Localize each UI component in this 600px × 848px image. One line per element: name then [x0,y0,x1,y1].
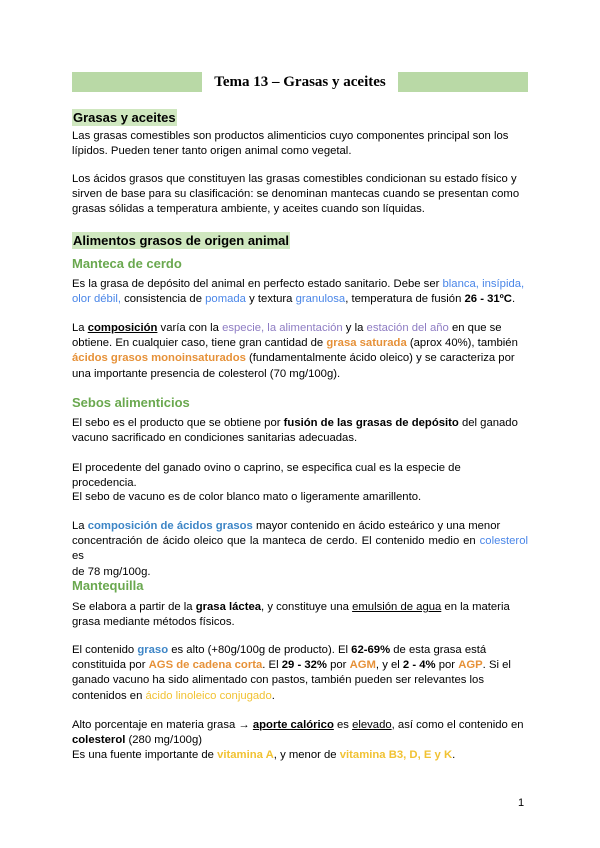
section-heading-grasas: Grasas y aceites [73,110,176,125]
page-title: Tema 13 – Grasas y aceites [202,72,398,92]
title-bar [72,72,528,92]
text-line: sirven de base para su clasificación: se denominan mantecas cuando se presentan como [72,188,520,201]
text-line: lípidos. Pueden tener tanto origen animal como vegetal. [72,145,352,158]
paragraph-mantequilla-3: Alto porcentaje en materia grasa → aporte calórico es elevado, así como el contenido en colesterol (280 mg/100g) Es una fuente importante de vitamina A, y menor de vitamina B3, D, E y K. [72,719,524,762]
subheading-manteca: Manteca de cerdo [72,256,182,271]
paragraph-sebos-2: El procedente del ganado ovino o caprino, se especifica cual es la especie de procedencia. [72,462,461,490]
paragraph-mantequilla-2: El contenido graso es alto (+80g/100g de producto). El 62-69% de esta grasa está constituida por AGS de cadena corta. El 29 - 32% por AGM, y el 2 - 4% por AGP. Si el ganado vacuno ha sido alimentado con pastos, también pueden ser relevantes los contenidos en ácido linoleico conjugado. [72,644,511,702]
paragraph-intro [72,129,528,159]
subheading-sebos: Sebos alimenticios [72,395,190,410]
text-line: Los ácidos grasos que constituyen las grasas comestibles condicionan su estado físico y [72,173,517,185]
paragraph-sebos-3: El sebo de vacuno es de color blanco mato o ligeramente amarillento. [72,491,422,503]
text-line: grasas sólidas a temperatura ambiente, y aceites cuando son líquidas. [72,203,425,216]
paragraph-manteca-2: La composición varía con la especie, la alimentación y la estación del año en que se obtiene. En cualquier caso, tiene gran cantidad de grasa saturada (aprox 40%), también ácidos grasos monoinsaturados (fundamentalmente ácido oleico) y se caracteriza por una importante presencia de colesterol (70 mg/100g). [72,322,518,380]
subheading-mantequilla: Mantequilla [72,578,144,593]
paragraph-acidos [72,172,528,218]
paragraph-sebos-4: La composición de ácidos grasos mayor contenido en ácido esteárico y una menor concentración de ácido oleico que la manteca de cerdo. El contenido medio en colesterol es de 78 mg/100g. [72,520,528,578]
paragraph-sebos-1: El sebo es el producto que se obtiene por fusión de las grasas de depósito del ganado vacuno sacrificado en condiciones sanitarias adecuadas. [72,417,518,445]
page-number: 1 [518,797,525,809]
section-heading-origen-animal: Alimentos grasos de origen animal [73,233,289,248]
paragraph-manteca-1: Es la grasa de depósito del animal en perfecto estado sanitario. Debe ser blanca, insípida, olor débil, consistencia de pomada y textura granulosa, temperatura de fusión 26 - 31ºC. [72,278,525,306]
paragraph-mantequilla-1: Se elabora a partir de la grasa láctea, y constituye una emulsión de agua en la materia grasa mediante métodos físicos. [72,601,510,629]
text-line: Las grasas comestibles son productos alimenticios cuyo componentes principal son los [72,130,509,142]
